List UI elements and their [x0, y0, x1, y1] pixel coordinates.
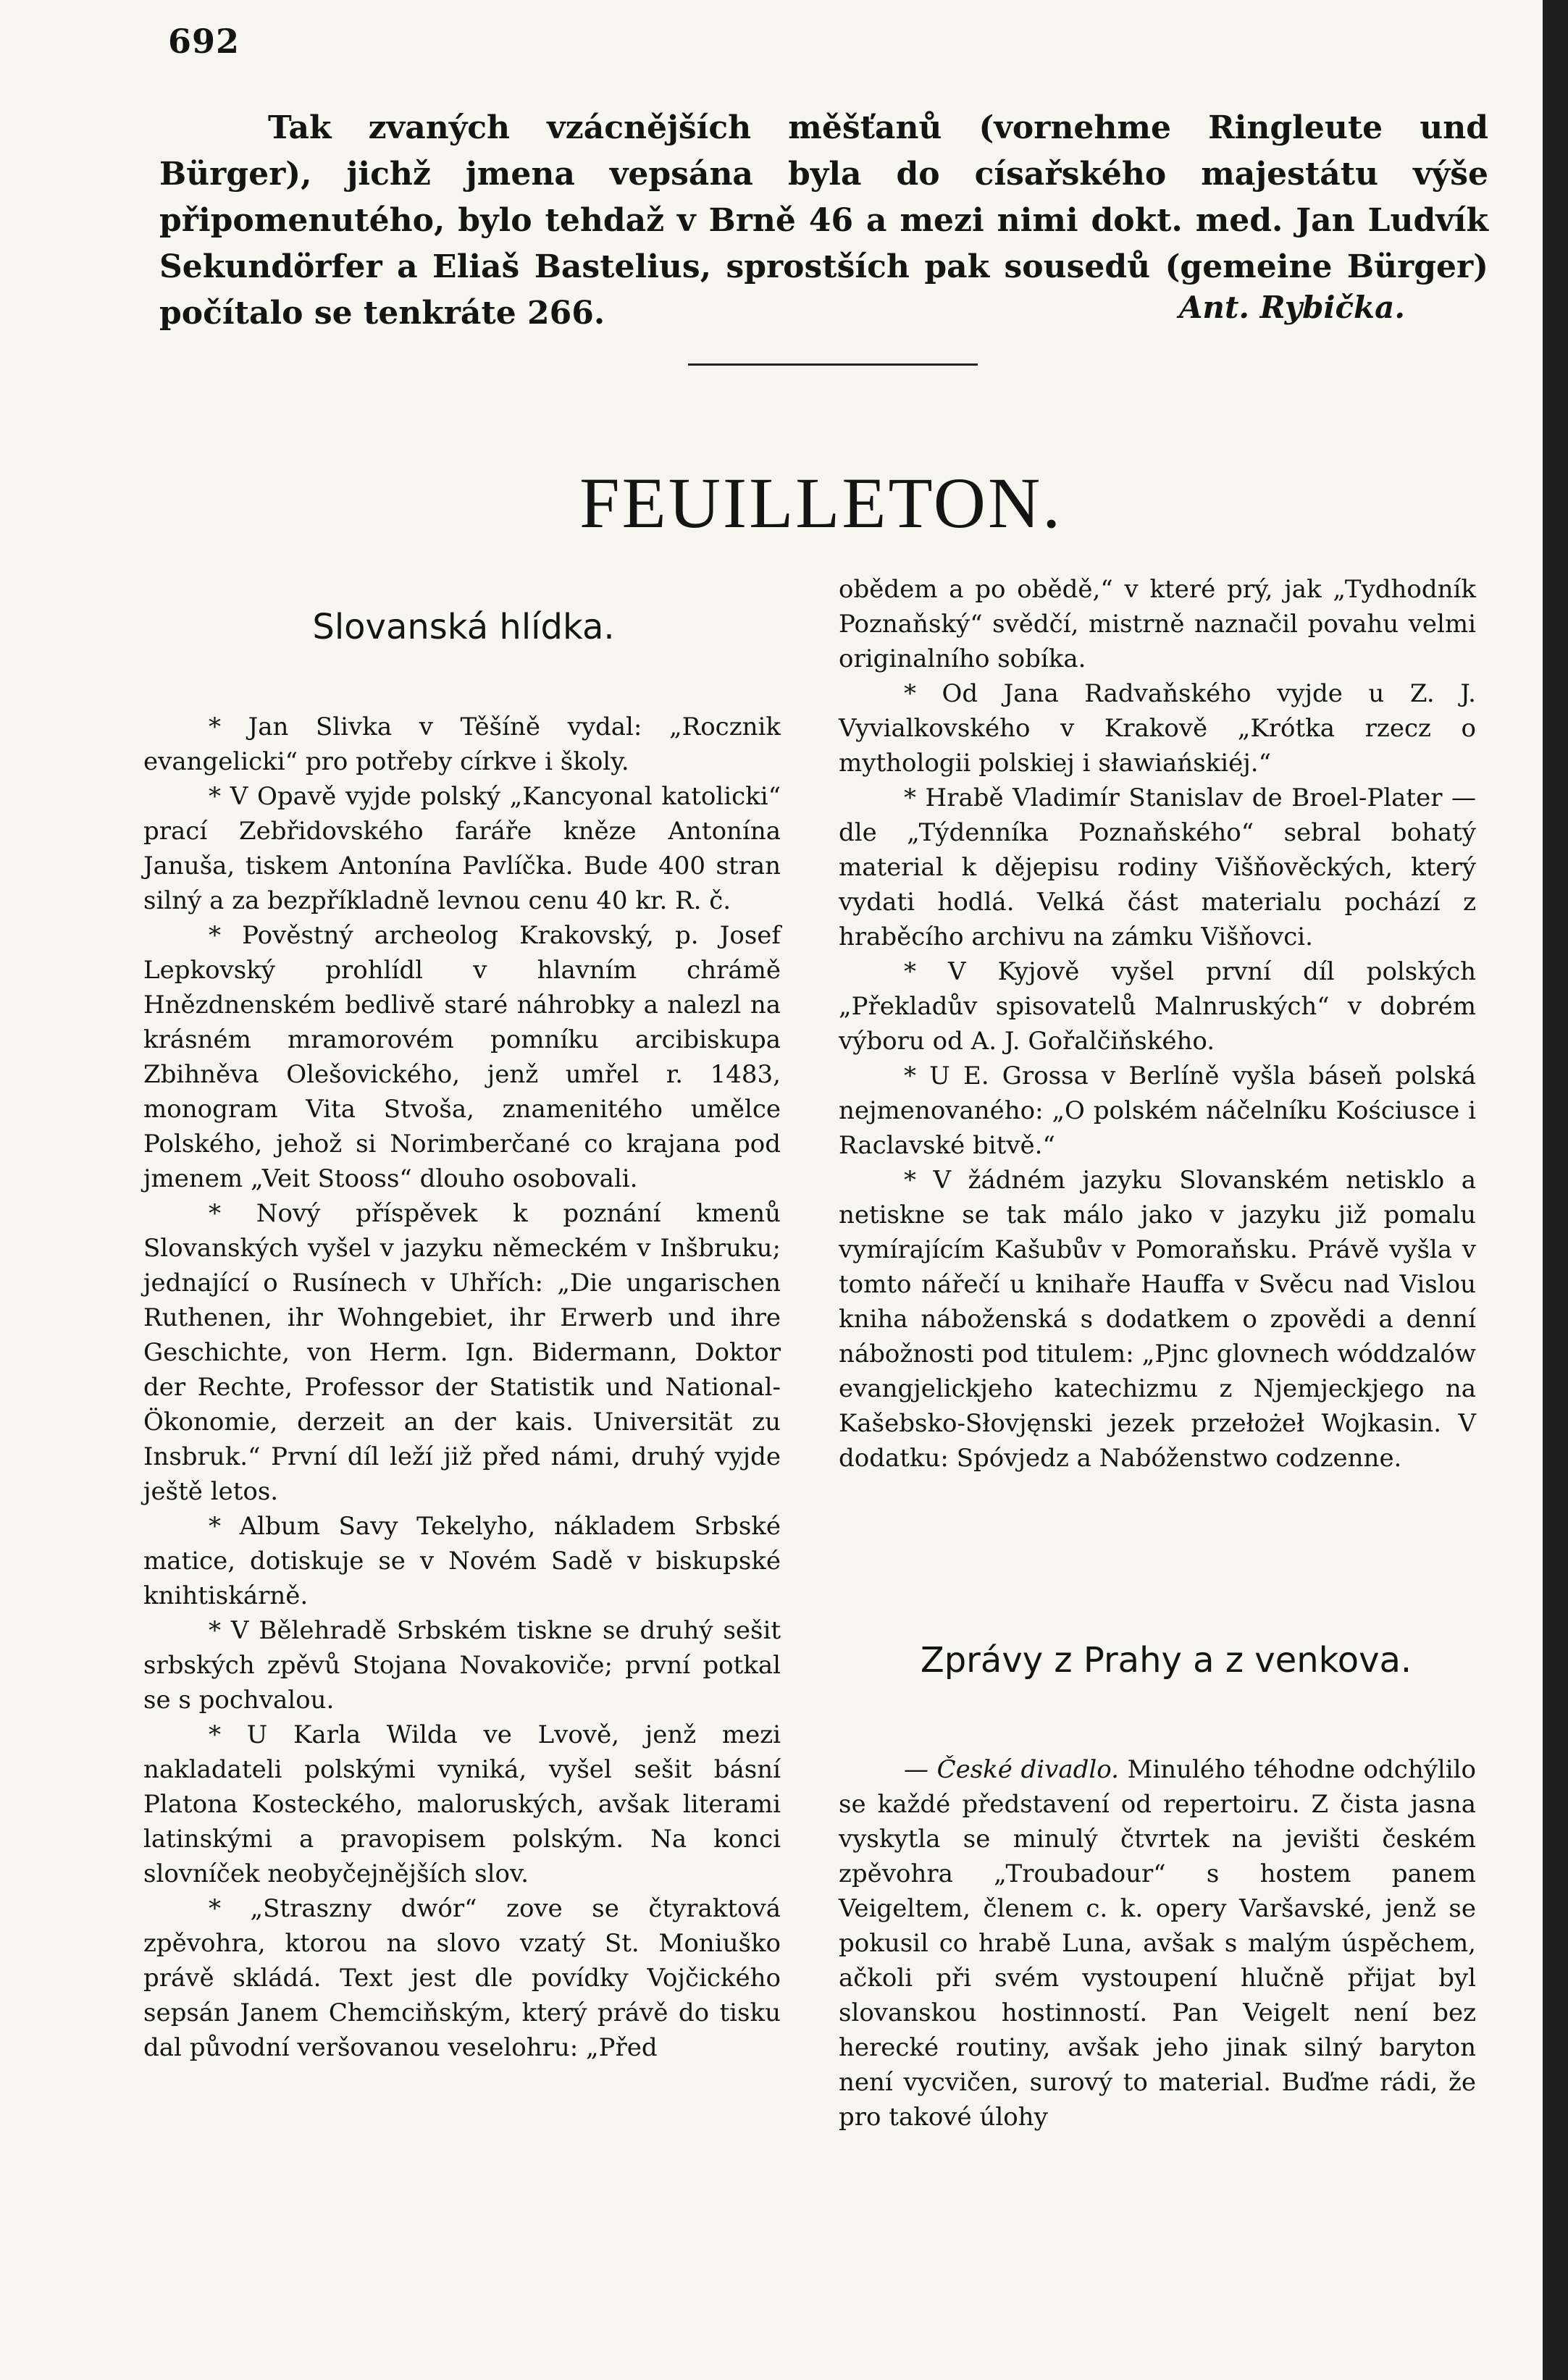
news-item: * V Bělehradě Srbském tiskne se druhý sešit srbských zpěvů Stojana Novakoviče; první potkal se s pochvalou.	[143, 1616, 781, 1715]
right-column	[839, 572, 1476, 1476]
section-divider	[688, 363, 978, 366]
news-item: * V Opavě vyjde polský „Kancyonal katolicki“ prací Zebřidovského faráře kněze Antonína Januša, tiskem Antonína Pavlíčka. Bude 400 stran silný a za bezpříkladně levnou cenu 40 kr. R. č.	[143, 782, 781, 915]
news-item: * U E. Grossa v Berlíně vyšla báseň polská nejmenovaného: „O polském náčelníku Kościusce i Raclavské bitvě.“	[839, 1061, 1476, 1160]
zpravy-column	[839, 1752, 1476, 2135]
feuilleton-title: FEUILLETON.	[579, 463, 1063, 543]
zpravy-paragraph	[839, 1752, 1476, 2135]
news-item: * „Straszny dwór“ zove se čtyraktová zpěvohra, ktorou na slovo vzatý St. Moniuško právě skládá. Text jest dle povídky Vojčického sepsán Janem Chemciňským, který právě do tisku dal původní veršovanou veselohru: „Před	[143, 1894, 781, 2062]
slovanska-hlidka-heading: Slovanská hlídka.	[312, 607, 615, 647]
news-item: * Nový příspěvek k poznání kmenů Slovanských vyšel v jazyku německém v Inšbruku; jednající o Rusínech v Uhřích: „Die ungarischen Ruthenen, ihr Wohngebiet, ihr Erwerb und ihre Geschichte, von Herm. Ign. Bidermann, Doktor der Rechte, Professor der Statistik und National-Ökonomie, derzeit an der kais. Universität zu Insbruk.“ První díl leží již před námi, druhý vyjde ještě letos.	[143, 1199, 781, 1506]
news-item: * Hrabě Vladimír Stanislav de Broel-Plater — dle „Týdenníka Poznaňského“ sebral bohatý material k dějepisu rodiny Višňověckých, který vydati hodlá. Velká část materialu pochází z hraběcího archivu na zámku Višňovci.	[839, 783, 1476, 951]
news-item: * U Karla Wilda ve Lvově, jenž mezi nakladateli polskými vyniká, vyšel sešit básní Platona Kosteckého, maloruských, avšak literami latinskými a pravopisem polským. Na konci slovníček neobyčejnějších slov.	[143, 1720, 781, 1888]
left-column	[143, 710, 781, 2065]
author-signature: Ant. Rybička.	[1178, 290, 1405, 325]
news-item: * Od Jana Radvaňského vyjde u Z. J. Vyvialkovského v Krakově „Krótka rzecz o mythologii polskiej i sławiańskiéj.“	[839, 679, 1476, 778]
news-item-continued: obědem a po obědě,“ v které prý, jak „Tydhodník Poznaňský“ svědčí, mistrně naznačil povahu velmi originalního sobíka.	[839, 575, 1476, 673]
news-item: * V žádném jazyku Slovanském netisklo a netiskne se tak málo jako v jazyku již pomalu vymírajícím Kašubův v Pomoraňsku. Právě vyšla v tomto nářečí u knihaře Hauffa v Svěcu nad Vislou kniha náboženská s dodatkem o zpovědi a denní nábožnosti pod titulem: „Pjnc glovnech wóddzalów evangjelickjeho katechizmu z Njemjeckjego na Kašebsko-Słovjęnski jezek przełożeł Wojkasin. V dodatku: Spóvjedz a Nabóženstwo codzenne.	[839, 1166, 1476, 1473]
zpravy-text: Minulého téhodne odchýlilo se každé představení od repertoiru. Z čista jasna vyskytla se minulý čtvrtek na jevišti českém zpěvohra „Troubadour“ s hostem panem Veigeltem, členem c. k. opery Varšavské, jenž se pokusil co hrabě Luna, avšak s malým úspěchem, ačkoli při svém vystoupení hlučně přijat byl slovanskou hostinností. Pan Veigelt není bez herecké routiny, avšak jeho jinak silný baryton není vycvičen, surový to material. Buďme rádi, že pro takové úlohy	[839, 1755, 1477, 2132]
zpravy-heading: Zprávy z Prahy a z venkova.	[920, 1640, 1412, 1681]
intro-text: Tak zvaných vzácnějších měšťanů (vornehme Ringleute und Bürger), jichž jmena vepsána byla do císařského majestátu výše připomenutého, bylo tehdaž v Brně 46 a mezi nimi dokt. med. Jan Ludvík Sekundörfer a Eliaš Bastelius, sprostších pak sousedů (gemeine Bürger) počítalo se tenkráte 266.	[159, 109, 1488, 332]
news-item: * Album Savy Tekelyho, nákladem Srbské matice, dotiskuje se v Novém Sadě v biskupské knihtiskárně.	[143, 1512, 781, 1610]
news-item: * V Kyjově vyšel první díl polských „Překladův spisovatelů Malnruských“ v dobrém výboru od A. J. Gořalčiňského.	[839, 957, 1476, 1056]
news-item: * Pověstný archeolog Krakovský, p. Josef Lepkovský prohlídl v hlavním chrámě Hnězdnenském bedlivě staré náhrobky a nalezl na krásném mramorovém pomníku arcibiskupa Zbihněva Olešovického, jenž umřel r. 1483, monogram Vita Stvoša, znamenitého umělce Polského, jehož si Norimberčané co krajana pod jmenem „Veit Stooss“ dlouho osobovali.	[143, 921, 781, 1193]
zpravy-lead: — České divadlo.	[904, 1755, 1119, 1784]
page-number: 692	[168, 22, 240, 61]
news-item: * Jan Slivka v Těšíně vydal: „Rocznik evangelicki“ pro potřeby církve i školy.	[143, 712, 781, 776]
